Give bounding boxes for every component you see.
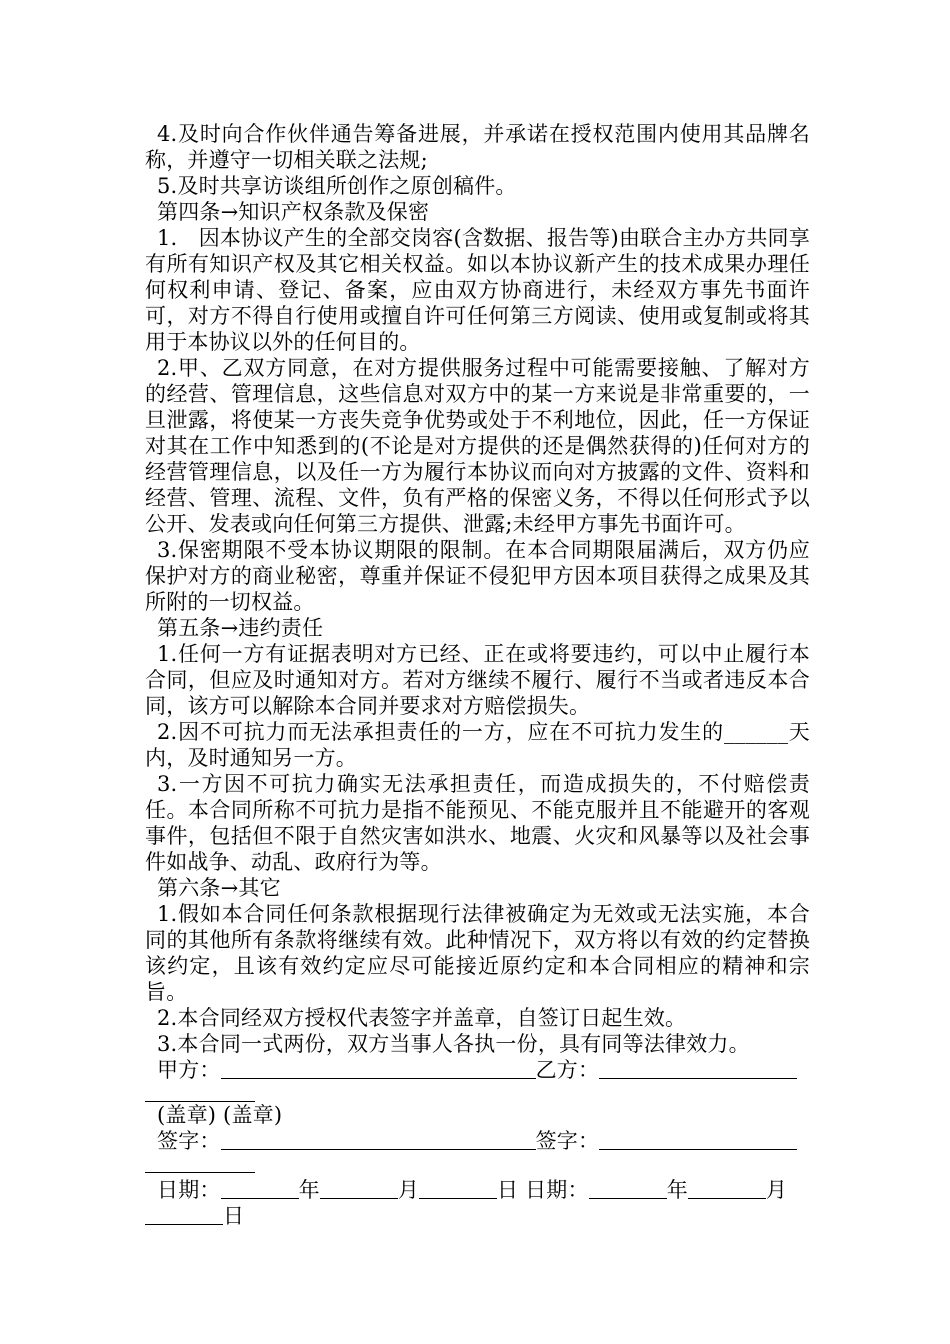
sign-b-field[interactable] <box>599 1129 797 1150</box>
day-label: 日 <box>497 1178 519 1202</box>
clause-paragraph: 1.假如本合同任何条款根据现行法律被确定为无效或无法实施，本合同的其他所有条款将继续有效。此种情况下，双方将以有效的约定替换该约定，且该有效约定应尽可能接近原约定和本合同相应的精神和宗旨。 <box>145 902 810 1004</box>
sign-a-field[interactable] <box>221 1129 536 1150</box>
section-heading: 第六条→其它 <box>157 876 281 900</box>
clause-paragraph: 1. 因本协议产生的全部交岗容(含数据、报告等)由联合主办方共同享有所有知识产权及其它相关权益。如以本协议新产生的技术成果办理任何权利申请、登记、备案，应由双方协商进行，未经双方事先书面许可，对方不得自行使用或擅自许可任何第三方阅读、使用或复制或将其用于本协议以外的任何目的。 <box>145 226 810 354</box>
clause-list <box>145 121 810 1057</box>
month-label: 月 <box>765 1178 788 1202</box>
clause-paragraph: 5.及时共享访谈组所创作之原创稿件。 <box>157 174 517 198</box>
year-label: 年 <box>298 1178 320 1202</box>
clause-paragraph: 1.任何一方有证据表明对方已经、正在或将要违约，可以中止履行本合同，但应及时通知对方。若对方继续不履行、履行不当或者违反本合同，该方可以解除本合同并要求对方赔偿损失。 <box>145 642 810 718</box>
clause-paragraph: 2.甲、乙双方同意，在对方提供服务过程中可能需要接触、了解对方的经营、管理信息，这些信息对双方中的某一方来说是非常重要的，一旦泄露，将使某一方丧失竞争优势或处于不利地位，因此，任一方保证对其在工作中知悉到的(不论是对方提供的还是偶然获得的)任何对方的经营管理信息，以及任一方为履行本协议而向对方披露的文件、资料和经营、管理、流程、文件，负有严格的保密义务，不得以任何形式予以公开、发表或向任何第三方提供、泄露;未经甲方事先书面许可。 <box>145 356 810 536</box>
party-continuation-line <box>145 1083 255 1102</box>
contract-body <box>145 121 810 1229</box>
party-a-label: 甲方： <box>157 1058 221 1082</box>
party-a-field[interactable] <box>221 1058 536 1079</box>
date-a-label: 日期： <box>157 1178 221 1202</box>
date-b-day-field[interactable] <box>145 1204 223 1225</box>
date-b-month-field[interactable] <box>688 1178 766 1199</box>
date-b-year-field[interactable] <box>589 1178 667 1199</box>
sign-a-label: 签字： <box>157 1129 221 1153</box>
clause-paragraph: 2.本合同经双方授权代表签字并盖章，自签订日起生效。 <box>157 1006 687 1030</box>
month-label: 月 <box>397 1178 420 1202</box>
party-b-label: 乙方： <box>535 1058 600 1082</box>
section-heading: 第四条→知识产权条款及保密 <box>157 200 430 224</box>
date-b-label: 日期： <box>525 1178 589 1202</box>
section-heading: 第五条→违约责任 <box>157 616 324 640</box>
clause-paragraph: 3.保密期限不受本协议期限的限制。在本合同期限届满后，双方仍应保护对方的商业秘密，尊重并保证不侵犯甲方因本项目获得之成果及其所附的一切权益。 <box>145 538 810 614</box>
sign-continuation-line <box>145 1154 255 1173</box>
year-label: 年 <box>666 1178 688 1202</box>
day-label: 日 <box>223 1204 245 1228</box>
clause-paragraph: 3.本合同一式两份，双方当事人各执一份，具有同等法律效力。 <box>157 1032 750 1056</box>
clause-paragraph: 4.及时向合作伙伴通告筹备进展，并承诺在授权范围内使用其品牌名称，并遵守一切相关联之法规; <box>145 122 810 172</box>
date-line <box>145 1177 810 1203</box>
clause-paragraph: 2.因不可抗力而无法承担责任的一方，应在不可抗力发生的______天内，及时通知另一方。 <box>145 720 810 770</box>
date-a-year-field[interactable] <box>221 1178 299 1199</box>
clause-paragraph: 3.一方因不可抗力确实无法承担责任，而造成损失的，不付赔偿责任。本合同所称不可抗力是指不能预见、不能克服并且不能避开的客观事件，包括但不限于自然灾害如洪水、地震、火灾和风暴等以及社会事件如战争、动乱、政府行为等。 <box>145 772 810 874</box>
date-a-month-field[interactable] <box>320 1178 398 1199</box>
date-b-day-line <box>145 1203 810 1229</box>
date-a-day-field[interactable] <box>419 1178 497 1199</box>
party-line <box>145 1057 810 1083</box>
sign-b-label: 签字： <box>535 1129 600 1153</box>
seal-text: (盖章) (盖章) <box>157 1103 283 1127</box>
sign-line <box>145 1128 810 1154</box>
party-b-field[interactable] <box>599 1058 797 1079</box>
